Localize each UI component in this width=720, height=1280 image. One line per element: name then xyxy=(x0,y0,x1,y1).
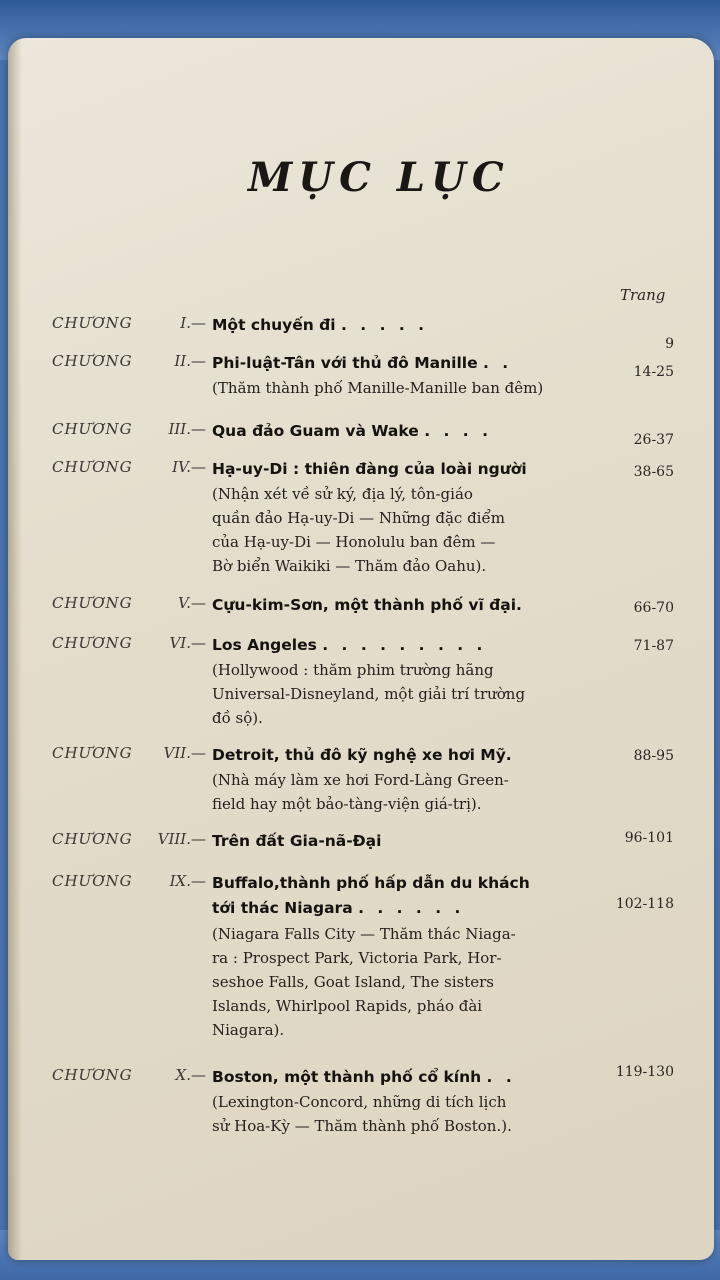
chapter-pages: 119-130 xyxy=(615,1064,674,1080)
chapter-pages: 96-101 xyxy=(624,830,674,846)
book-page xyxy=(8,38,714,1260)
chapter-title: Qua đảo Guam và Wake . . . . xyxy=(212,422,492,440)
chapter-number: VIII.— xyxy=(157,830,206,848)
chapter-pages: 38-65 xyxy=(633,464,674,480)
chapter-pages: 14-25 xyxy=(633,364,674,380)
chapter-pages: 66-70 xyxy=(633,600,674,616)
page-title: MỤC LỤC xyxy=(248,154,510,201)
chapter-description: (Nhận xét về sử ký, địa lý, tôn-giáo xyxy=(212,485,473,503)
chapter-description: quần đảo Hạ-uy-Di — Những đặc điểm xyxy=(212,509,505,527)
chapter-title: Hạ-uy-Di : thiên đàng của loài người xyxy=(212,460,527,478)
chapter-title: Los Angeles . . . . . . . . . xyxy=(212,636,487,654)
chapter-title: Một chuyến đi . . . . . xyxy=(212,316,429,334)
chapter-label: CHƯƠNG xyxy=(52,1066,133,1084)
chapter-label: CHƯƠNG xyxy=(52,352,133,370)
chapter-label: CHƯƠNG xyxy=(52,744,133,762)
chapter-description: Bờ biển Waikiki — Thăm đảo Oahu). xyxy=(212,557,487,575)
chapter-title: Buffalo,thành phố hấp dẫn du khách xyxy=(212,874,530,892)
page-column-label: Trang xyxy=(620,286,666,304)
chapter-pages: 9 xyxy=(665,336,674,352)
chapter-label: CHƯƠNG xyxy=(52,634,133,652)
chapter-number: IV.— xyxy=(172,458,206,476)
chapter-label: CHƯƠNG xyxy=(52,872,133,890)
chapter-description: Islands, Whirlpool Rapids, pháo đài xyxy=(212,997,483,1015)
chapter-number: V.— xyxy=(178,594,206,612)
chapter-pages: 26-37 xyxy=(633,432,674,448)
chapter-title: Cựu-kim-Sơn, một thành phố vĩ đại. xyxy=(212,596,522,614)
chapter-description: (Niagara Falls City — Thăm thác Niaga- xyxy=(212,925,516,943)
chapter-description: Universal-Disneyland, một giải trí trường xyxy=(212,685,526,703)
chapter-description: Niagara). xyxy=(212,1021,285,1039)
chapter-title: Boston, một thành phố cổ kính . . xyxy=(212,1068,516,1086)
chapter-title: Detroit, thủ đô kỹ nghệ xe hơi Mỹ. xyxy=(212,746,512,764)
chapter-number: IX.— xyxy=(169,872,206,890)
chapter-pages: 88-95 xyxy=(633,748,674,764)
chapter-number: VI.— xyxy=(169,634,206,652)
chapter-description: (Nhà máy làm xe hơi Ford-Làng Green- xyxy=(212,771,509,789)
chapter-description: (Lexington-Concord, những di tích lịch xyxy=(212,1093,507,1111)
chapter-label: CHƯƠNG xyxy=(52,830,133,848)
chapter-title-continued: tới thác Niagara . . . . . . xyxy=(212,899,465,917)
chapter-number: II.— xyxy=(174,352,206,370)
chapter-label: CHƯƠNG xyxy=(52,314,133,332)
chapter-description: ra : Prospect Park, Victoria Park, Hor- xyxy=(212,949,502,967)
chapter-number: X.— xyxy=(175,1066,206,1084)
chapter-number: I.— xyxy=(180,314,206,332)
chapter-description: đồ sộ). xyxy=(212,709,263,727)
chapter-label: CHƯƠNG xyxy=(52,594,133,612)
chapter-title: Trên đất Gia-nã-Đại xyxy=(212,832,382,850)
chapter-title: Phi-luật-Tân với thủ đô Manille . . xyxy=(212,354,513,372)
chapter-label: CHƯƠNG xyxy=(52,458,133,476)
chapter-description: của Hạ-uy-Di — Honolulu ban đêm — xyxy=(212,533,496,551)
chapter-description: (Hollywood : thăm phim trường hãng xyxy=(212,661,494,679)
chapter-description: field hay một bảo-tàng-viện giá-trị). xyxy=(212,795,482,813)
chapter-number: VII.— xyxy=(163,744,206,762)
chapter-number: III.— xyxy=(168,420,206,438)
chapter-description: sử Hoa-Kỳ — Thăm thành phố Boston.). xyxy=(212,1117,512,1135)
chapter-description: seshoe Falls, Goat Island, The sisters xyxy=(212,973,494,991)
chapter-description: (Thăm thành phố Manille-Manille ban đêm) xyxy=(212,379,544,397)
chapter-pages: 71-87 xyxy=(633,638,674,654)
chapter-label: CHƯƠNG xyxy=(52,420,133,438)
chapter-pages: 102-118 xyxy=(615,896,674,912)
